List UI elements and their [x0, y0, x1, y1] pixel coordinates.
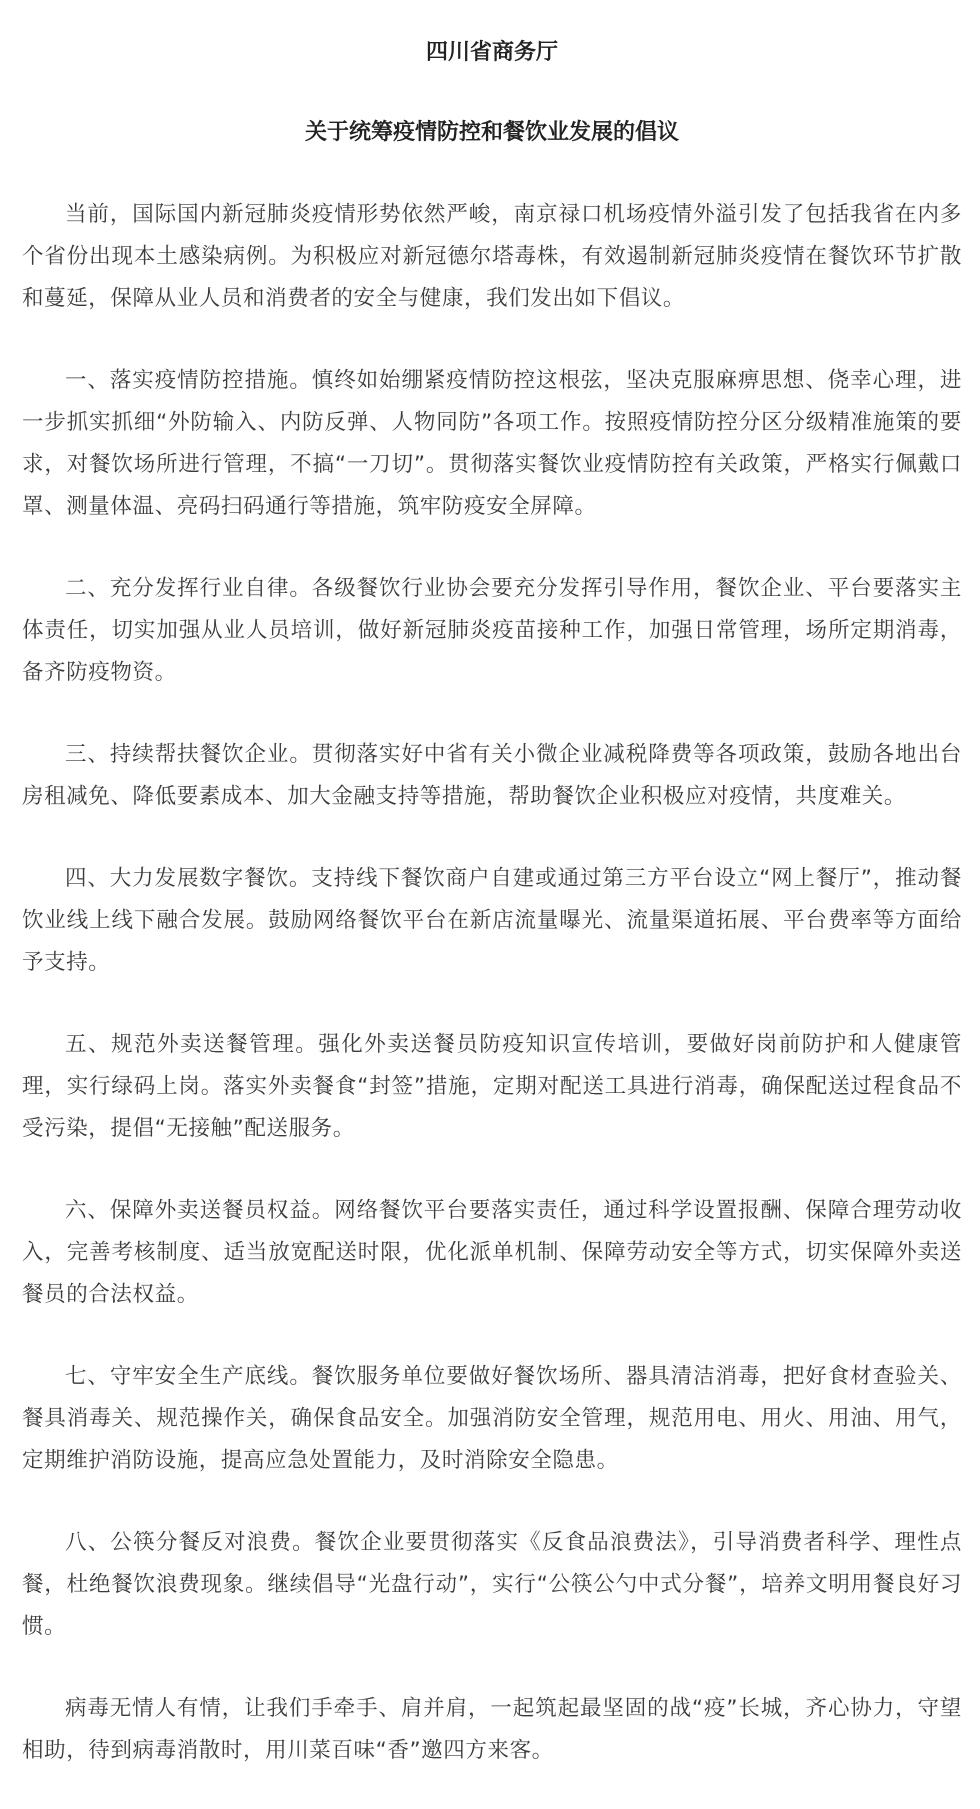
paragraph-item-3: 三、持续帮扶餐饮企业。贯彻落实好中省有关小微企业减税降费等各项政策，鼓励各地出台房租减免、降低要素成本、加大金融支持等措施，帮助餐饮企业积极应对疫情，共度难关。	[22, 742, 962, 809]
paragraph-item-8: 八、公筷分餐反对浪费。餐饮企业要贯彻落实《反食品浪费法》，引导消费者科学、理性点餐，杜绝餐饮浪费现象。继续倡导“光盘行动”，实行“公筷公勺中式分餐”，培养文明用餐良好习惯。	[22, 1530, 962, 1639]
paragraph-item-7: 七、守牢安全生产底线。餐饮服务单位要做好餐饮场所、器具清洁消毒，把好食材查验关、餐具消毒关、规范操作关，确保食品安全。加强消防安全管理，规范用电、用火、用油、用气，定期维护消防设施，提高应急处置能力，及时消除安全隐患。	[22, 1364, 962, 1473]
paragraph-item-6: 六、保障外卖送餐员权益。网络餐饮平台要落实责任，通过科学设置报酬、保障合理劳动收入，完善考核制度、适当放宽配送时限，优化派单机制、保障劳动安全等方式，切实保障外卖送餐员的合法权益。	[22, 1198, 962, 1307]
paragraph-intro: 当前，国际国内新冠肺炎疫情形势依然严峻，南京禄口机场疫情外溢引发了包括我省在内多个省份出现本土感染病例。为积极应对新冠德尔塔毒株，有效遏制新冠肺炎疫情在餐饮环节扩散和蔓延，保障从业人员和消费者的安全与健康，我们发出如下倡议。	[22, 202, 962, 311]
paragraph-item-1: 一、落实疫情防控措施。慎终如始绷紧疫情防控这根弦，坚决克服麻痹思想、侥幸心理，进一步抓实抓细“外防输入、内防反弹、人物同防”各项工作。按照疫情防控分区分级精准施策的要求，对餐饮场所进行管理，不搞“一刀切”。贯彻落实餐饮业疫情防控有关政策，严格实行佩戴口罩、测量体温、亮码扫码通行等措施，筑牢防疫安全屏障。	[22, 368, 962, 519]
paragraph-closing: 病毒无情人有情，让我们手牵手、肩并肩，一起筑起最坚固的战“疫”长城，齐心协力，守望相助，待到病毒消散时，用川菜百味“香”邀四方来客。	[22, 1696, 962, 1763]
paragraph-item-5: 五、规范外卖送餐管理。强化外卖送餐员防疫知识宣传培训，要做好岗前防护和人健康管理，实行绿码上岗。落实外卖餐食“封签”措施，定期对配送工具进行消毒，确保配送过程食品不受污染，提倡“无接触”配送服务。	[22, 1032, 962, 1141]
organization-title: 四川省商务厅	[425, 40, 558, 65]
paragraph-item-4: 四、大力发展数字餐饮。支持线下餐饮商户自建或通过第三方平台设立“网上餐厅”，推动餐饮业线上线下融合发展。鼓励网络餐饮平台在新店流量曝光、流量渠道拓展、平台费率等方面给予支持。	[22, 866, 962, 975]
document-title: 关于统筹疫情防控和餐饮业发展的倡议	[304, 120, 679, 145]
document-body	[22, 194, 962, 1772]
paragraph-item-2: 二、充分发挥行业自律。各级餐饮行业协会要充分发挥引导作用，餐饮企业、平台要落实主体责任，切实加强从业人员培训，做好新冠肺炎疫苗接种工作，加强日常管理，场所定期消毒，备齐防疫物资。	[22, 576, 962, 685]
